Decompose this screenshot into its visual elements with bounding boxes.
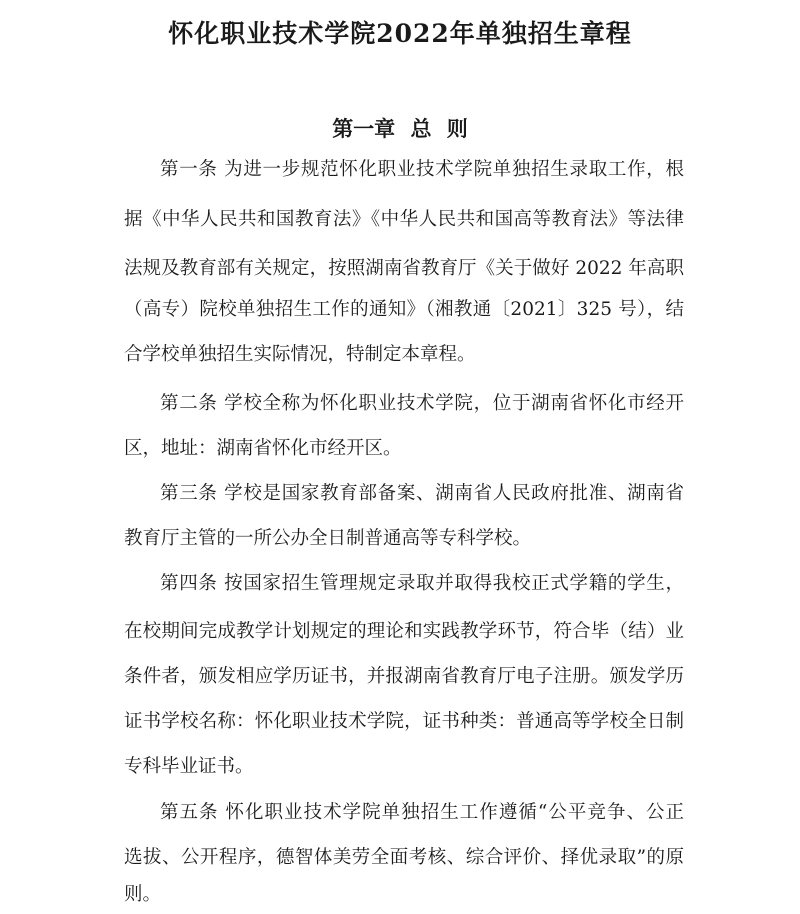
article-5-line-1: 第五条 怀化职业技术学院单独招生工作遵循“公平竞争、公正: [160, 802, 684, 823]
article-1-line-4: （高专）院校单独招生工作的通知》（湘教通〔2021〕325 号），结: [124, 299, 684, 320]
article-4-line-3: 条件者，颁发相应学历证书，并报湖南省教育厅电子注册。颁发学历: [124, 666, 684, 687]
article-3-line-2: 教育厅主管的一所公办全日制普通高等专科学校。: [124, 528, 532, 549]
article-4-line-1: 第四条 按国家招生管理规定录取并取得我校正式学籍的学生，: [160, 573, 684, 594]
article-1-line-1: 第一条 为进一步规范怀化职业技术学院单独招生录取工作，根: [160, 159, 684, 180]
article-1-line-5: 合学校单独招生实际情况，特制定本章程。: [124, 344, 476, 365]
article-4-line-5: 专科毕业证书。: [124, 756, 254, 777]
document-title: 怀化职业技术学院2022年单独招生章程: [168, 19, 632, 48]
article-3-line-1: 第三条 学校是国家教育部备案、湖南省人民政府批准、湖南省: [160, 483, 684, 504]
article-1-line-2: 据《中华人民共和国教育法》《中华人民共和国高等教育法》等法律: [124, 209, 684, 230]
article-5-line-3: 则。: [124, 884, 162, 905]
article-5-line-2: 选拔、公开程序，德智体美劳全面考核、综合评价、择优录取”的原: [124, 847, 684, 868]
article-1-line-3: 法规及教育部有关规定，按照湖南省教育厅《关于做好 2022 年高职: [124, 258, 684, 279]
article-2-line-1: 第二条 学校全称为怀化职业技术学院，位于湖南省怀化市经开: [160, 393, 684, 414]
article-2-line-2: 区，地址：湖南省怀化市经开区。: [124, 438, 402, 459]
chapter-title: 第一章 总 则: [332, 116, 468, 141]
article-4-line-2: 在校期间完成教学计划规定的理论和实践教学环节，符合毕（结）业: [124, 621, 684, 642]
article-4-line-4: 证书学校名称：怀化职业技术学院，证书种类：普通高等学校全日制: [124, 711, 684, 732]
